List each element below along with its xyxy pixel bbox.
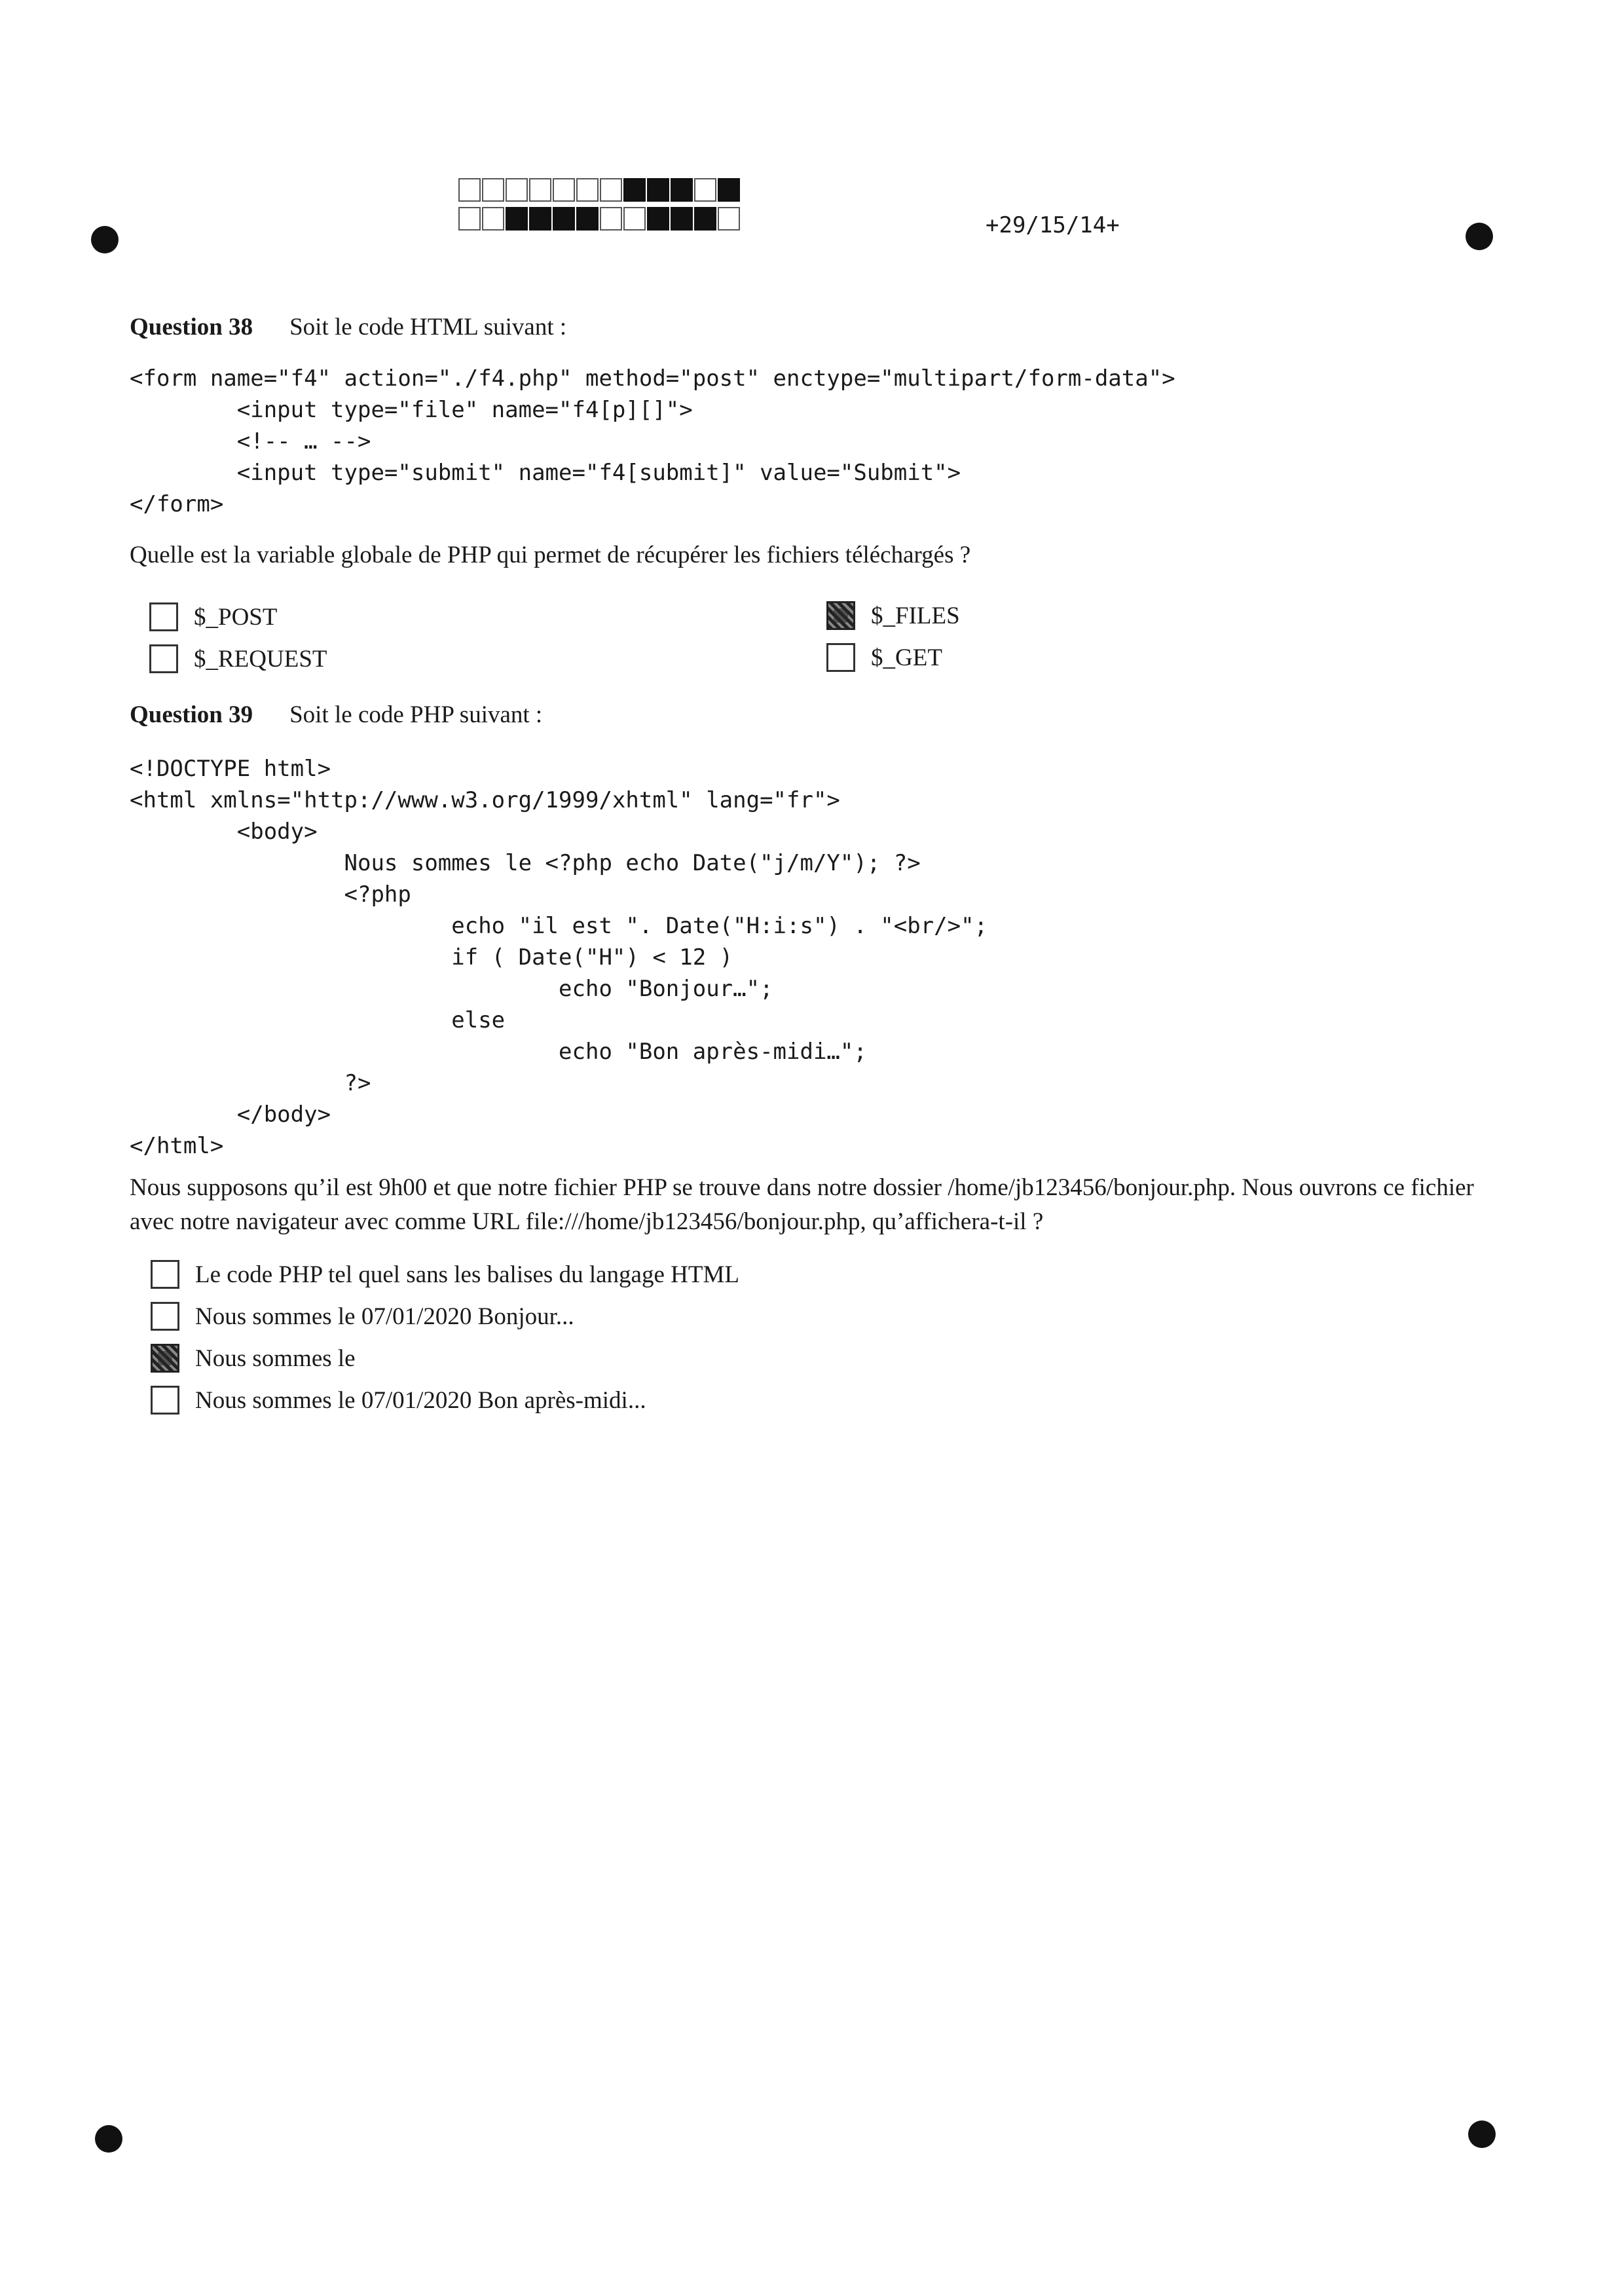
corner-marker-top-right bbox=[1466, 223, 1493, 250]
answer-checkbox[interactable] bbox=[151, 1302, 179, 1331]
barcode-cell bbox=[529, 207, 551, 231]
answer-checkbox[interactable] bbox=[151, 1260, 179, 1289]
question-39-header bbox=[130, 701, 542, 729]
barcode-cell bbox=[576, 178, 599, 202]
barcode-cell bbox=[647, 178, 669, 202]
barcode-cell bbox=[506, 207, 528, 231]
barcode-row-2 bbox=[458, 207, 741, 232]
answer-option[interactable] bbox=[151, 1302, 574, 1331]
question-38-label: Question 38 bbox=[130, 314, 253, 341]
answer-checkbox[interactable] bbox=[151, 1344, 179, 1373]
corner-marker-bottom-left bbox=[95, 2125, 122, 2153]
question-38-code: <form name="f4" action="./f4.php" method="post" enctype="multipart/form-data"> <input type="file" name="f4[p][]"> <!-- … --> <input type="submit" name="f4[submit]" value="Submit"> </form> bbox=[130, 365, 1175, 517]
page-identifier: +29/15/14+ bbox=[986, 212, 1120, 238]
answer-label: $_GET bbox=[871, 644, 942, 671]
student-barcode bbox=[458, 178, 741, 236]
barcode-cell bbox=[482, 207, 504, 231]
barcode-cell bbox=[600, 207, 622, 231]
answer-checkbox[interactable] bbox=[826, 601, 855, 630]
answer-label: $_FILES bbox=[871, 602, 960, 629]
barcode-cell bbox=[623, 178, 646, 202]
barcode-cell bbox=[529, 178, 551, 202]
answer-checkbox[interactable] bbox=[151, 1386, 179, 1415]
barcode-cell bbox=[458, 178, 481, 202]
answer-option[interactable] bbox=[151, 1260, 739, 1289]
question-39-intro: Soit le code PHP suivant : bbox=[289, 701, 543, 728]
answer-option[interactable] bbox=[149, 644, 327, 673]
question-38-header bbox=[130, 313, 566, 341]
barcode-cell bbox=[718, 178, 740, 202]
barcode-cell bbox=[694, 207, 716, 231]
answer-label: Nous sommes le 07/01/2020 Bon après-midi... bbox=[195, 1386, 646, 1414]
barcode-cell bbox=[600, 178, 622, 202]
answer-option[interactable] bbox=[826, 601, 960, 630]
barcode-cell bbox=[671, 178, 693, 202]
answer-option[interactable] bbox=[149, 602, 277, 631]
question-39-code: <!DOCTYPE html> <html xmlns="http://www.w3.org/1999/xhtml" lang="fr"> <body> Nous sommes le <?php echo Date("j/m/Y"); ?> <?php echo "il est ". Date("H:i:s") . "<br/>"; if ( Date("H") < 12 ) echo "Bonjour…"; else echo "Bon après-midi…"; ?> </body> </html> bbox=[130, 756, 988, 1159]
answer-label: Le code PHP tel quel sans les balises du langage HTML bbox=[195, 1261, 739, 1288]
answer-label: Nous sommes le bbox=[195, 1344, 356, 1372]
barcode-cell bbox=[553, 178, 575, 202]
answer-checkbox[interactable] bbox=[149, 644, 178, 673]
barcode-cell bbox=[671, 207, 693, 231]
corner-marker-top-left bbox=[91, 226, 119, 253]
barcode-cell bbox=[506, 178, 528, 202]
answer-checkbox[interactable] bbox=[826, 643, 855, 672]
question-38-prompt: Quelle est la variable globale de PHP qui permet de récupérer les fichiers téléchargés ? bbox=[130, 542, 971, 568]
question-39-prompt: Nous supposons qu’il est 9h00 et que notre fichier PHP se trouve dans notre dossier /home/jb123456/bonjour.php. Nous ouvrons ce fichier avec notre navigateur avec comme URL file:///home/jb123456/bonjour.php, qu’affichera-t-il ? bbox=[130, 1174, 1474, 1235]
barcode-cell bbox=[718, 207, 740, 231]
answer-option[interactable] bbox=[151, 1344, 356, 1373]
corner-marker-bottom-right bbox=[1468, 2120, 1496, 2148]
question-39-label: Question 39 bbox=[130, 701, 253, 728]
barcode-cell bbox=[576, 207, 599, 231]
answer-label: Nous sommes le 07/01/2020 Bonjour... bbox=[195, 1303, 574, 1330]
barcode-cell bbox=[553, 207, 575, 231]
answer-option[interactable] bbox=[826, 643, 942, 672]
answer-checkbox[interactable] bbox=[149, 602, 178, 631]
answer-option[interactable] bbox=[151, 1386, 646, 1415]
barcode-cell bbox=[482, 178, 504, 202]
answer-label: $_POST bbox=[194, 603, 278, 631]
question-38-intro: Soit le code HTML suivant : bbox=[289, 314, 567, 341]
barcode-cell bbox=[623, 207, 646, 231]
answer-label: $_REQUEST bbox=[194, 645, 327, 673]
barcode-cell bbox=[694, 178, 716, 202]
barcode-cell bbox=[647, 207, 669, 231]
barcode-cell bbox=[458, 207, 481, 231]
barcode-row-1 bbox=[458, 178, 741, 203]
